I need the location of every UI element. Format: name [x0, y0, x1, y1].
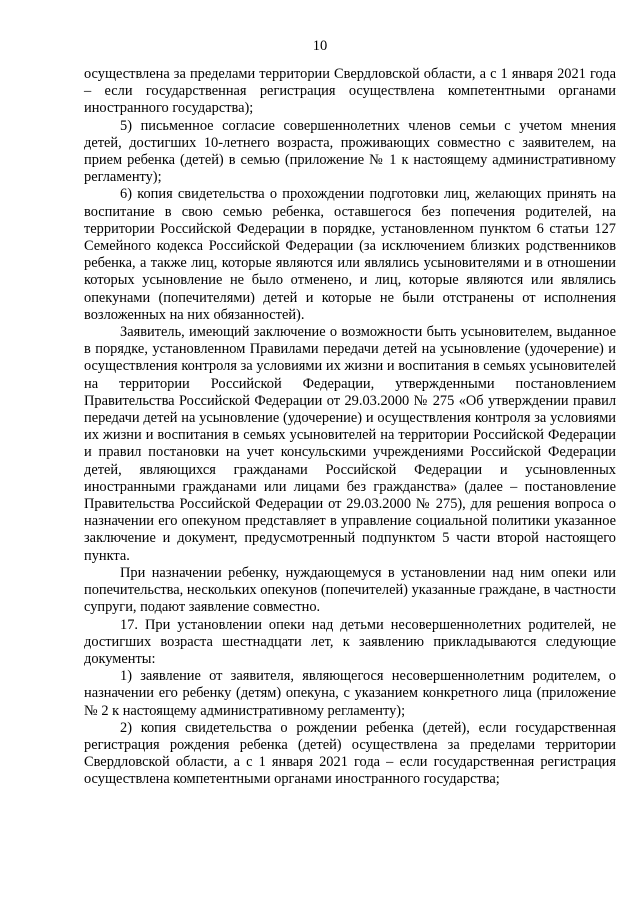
paragraph-item-5: 5) письменное согласие совершеннолетних членов семьи с учетом мнения детей, достигших 10-летнего возраста, проживающих совместно с заявителем, на прием ребенка (детей) в семью (приложение № 1 к настоящему административному регламенту);	[84, 117, 616, 186]
paragraph-applicant-conclusion: Заявитель, имеющий заключение о возможности быть усыновителем, выданное в порядке, установленном Правилами передачи детей на усыновление (удочерение) и осуществления контроля за условиями их жизни и воспитания в семьях усыновителей на территории Российской Федерации, утвержденными постановлением Правительства Российской Федерации от 29.03.2000 № 275 «Об утверждении правил передачи детей на усыновление (удочерение) и осуществления контроля за условиями их жизни и воспитания в семьях усыновителей на территории Российской Федерации и правил постановки на учет консульскими учреждениями Российской Федерации детей, являющихся гражданами Российской Федерации и усыновленных иностранными гражданами или лицами без гражданства» (далее – постановление Правительства Российской Федерации от 29.03.2000 № 275), для решения вопроса о назначении его опекуном представляет в управление социальной политики указанное заключение и документ, предусмотренный подпунктом 5 части второй настоящего пункта.	[84, 324, 616, 564]
paragraph-item-2: 2) копия свидетельства о рождении ребенка (детей), если государственная регистрация рождения ребенка (детей) осуществлена за пределами территории Свердловской области, а с 1 января 2021 года – если государственная регистрация осуществлена компетентными органами иностранного государства;	[84, 719, 616, 788]
paragraph-item-6: 6) копия свидетельства о прохождении подготовки лиц, желающих принять на воспитание в свою семью ребенка, оставшегося без попечения родителей, на территории Российской Федерации в порядке, установленном пунктом 6 статьи 127 Семейного кодекса Российской Федерации (за исключением близких родственников ребенка, а также лиц, которые являются или являлись усыновителями и в отношении которых усыновление не было отменено, и лиц, которые являются или являлись опекунами (попечителями) детей и которые не были отстранены от исполнения возложенных на них обязанностей).	[84, 186, 616, 323]
page-number: 10	[312, 38, 328, 54]
document-body	[84, 66, 616, 789]
paragraph-several-guardians: При назначении ребенку, нуждающемуся в установлении над ним опеки или попечительства, нескольких опекунов (попечителей) указанные граждане, в частности супруги, подают заявление совместно.	[84, 564, 616, 616]
paragraph-section-17: 17. При установлении опеки над детьми несовершеннолетних родителей, не достигших возраста шестнадцати лет, к заявлению прикладываются следующие документы:	[84, 616, 616, 667]
paragraph-item-1: 1) заявление от заявителя, являющегося несовершеннолетним родителем, о назначении его ребенку (детям) опекуна, с указанием конкретного лица (приложение № 2 к настоящему административному регламенту);	[84, 668, 616, 719]
paragraph-continuation: осуществлена за пределами территории Свердловской области, а с 1 января 2021 года – если государственная регистрация осуществлена компетентными органами иностранного государства);	[84, 66, 616, 117]
